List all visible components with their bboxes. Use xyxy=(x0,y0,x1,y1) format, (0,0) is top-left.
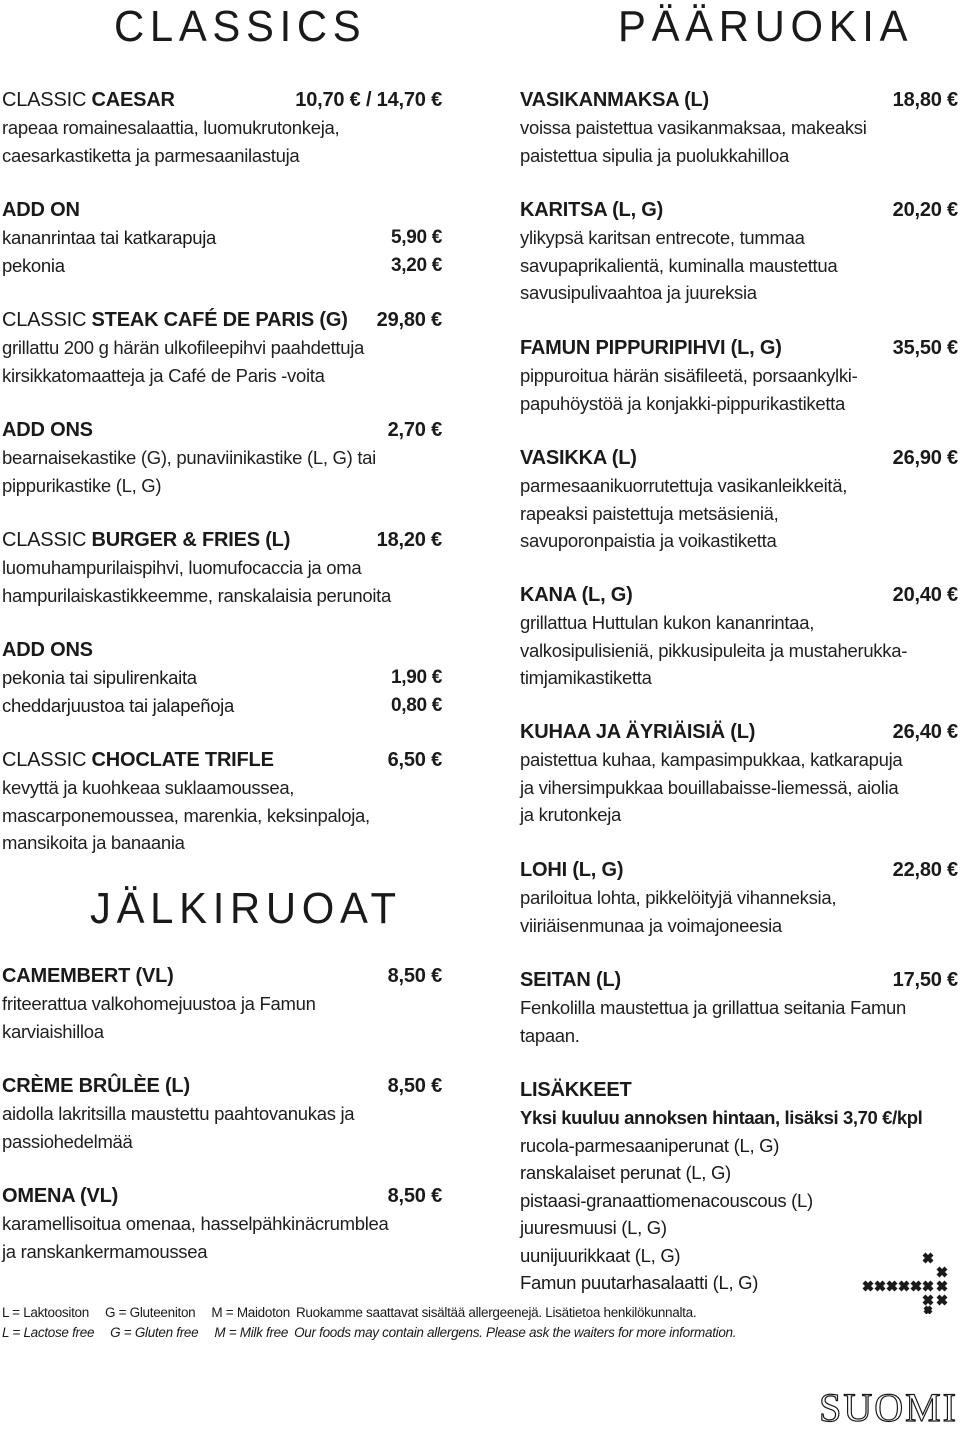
item-name: CRÈME BRÛLÈE (L) xyxy=(2,1075,190,1097)
legend-g: G = Gluten free xyxy=(110,1325,199,1340)
addon-block-caesar xyxy=(2,196,442,279)
legend-l: L = Laktoositon xyxy=(2,1305,89,1320)
item-desc: grillattu 200 g härän ulkofileepihvi paahdettuja xyxy=(2,337,365,358)
item-desc: grillattua Huttulan kukon kananrintaa, xyxy=(520,612,815,633)
sides-title: LISÄKKEET xyxy=(520,1079,632,1101)
item-price: 18,80 € xyxy=(892,89,958,111)
item-name: KUHAA JA ÄYRIÄISIÄ (L) xyxy=(520,721,756,743)
item-name: LOHI (L, G) xyxy=(520,859,624,881)
item-name: KANA (L, G) xyxy=(520,584,633,606)
item-name: VASIKANMAKSA (L) xyxy=(520,89,710,111)
brand-wordmark: SUOMI xyxy=(819,1385,958,1430)
item-prefix: CLASSIC xyxy=(2,89,92,111)
addon-price: 3,20 € xyxy=(390,254,442,276)
menu-item-pippuripihvi xyxy=(520,334,958,417)
item-desc: tapaan. xyxy=(520,1024,580,1046)
addon-desc: bearnaisekastike (G), punaviinikastike (L, G) tai xyxy=(2,447,376,468)
item-desc: papuhöystöä ja konjakki-pippurikastiketta xyxy=(520,392,846,414)
item-price: 8,50 € xyxy=(387,1185,442,1207)
addon-title: ADD ONS xyxy=(2,639,93,661)
item-desc: Fenkolilla maustettua ja grillattua seitania Famun xyxy=(520,997,907,1018)
item-desc: savusipulivaahtoa ja juureksia xyxy=(520,282,757,303)
item-price: 20,40 € xyxy=(892,584,958,606)
menu-item-creme-brulee xyxy=(2,1072,442,1155)
item-price: 29,80 € xyxy=(376,309,442,331)
menu-item-camembert xyxy=(2,962,442,1045)
addon-price: 5,90 € xyxy=(390,227,442,248)
item-name: FAMUN PIPPURIPIHVI (L, G) xyxy=(520,337,782,359)
legend-note: Our foods may contain allergens. Please ask the waiters for more information. xyxy=(294,1325,737,1340)
addon-price: 0,80 € xyxy=(390,694,442,716)
item-desc: voissa paistettua vasikanmaksaa, makeaksi xyxy=(520,117,867,138)
item-price: 8,50 € xyxy=(387,1075,442,1097)
legend-l: L = Lactose free xyxy=(2,1325,95,1340)
item-desc: caesarkastiketta ja parmesaanilastuja xyxy=(2,144,300,166)
main-courses-title: PÄÄRUOKIA xyxy=(618,2,914,51)
side-item: juuresmuusi (L, G) xyxy=(520,1217,667,1238)
menu-item-omena xyxy=(2,1182,442,1265)
menu-item-seitan xyxy=(520,966,958,1049)
item-price: 26,40 € xyxy=(892,721,958,743)
item-desc: pariloitua lohta, pikkelöityjä vihanneksia, xyxy=(520,887,837,908)
menu-item-caesar xyxy=(2,86,442,169)
menu-item-vasikka xyxy=(520,444,958,555)
item-prefix: CLASSIC xyxy=(2,749,92,771)
item-price: 22,80 € xyxy=(892,859,958,881)
menu-item-kuhaa xyxy=(520,718,958,829)
item-desc: ja krutonkeja xyxy=(520,804,621,825)
desserts-title: JÄLKIRUOAT xyxy=(90,884,402,933)
side-item: uunijuurikkaat (L, G) xyxy=(520,1244,681,1266)
menu-item-kana xyxy=(520,581,958,692)
item-name: STEAK CAFÉ DE PARIS (G) xyxy=(91,309,348,331)
item-desc: savupaprikalientä, kuminalla maustettua xyxy=(520,254,838,276)
allergen-legend-fi xyxy=(2,1305,712,1320)
menu-item-vasikanmaksa xyxy=(520,86,958,169)
item-price: 18,20 € xyxy=(376,529,442,551)
item-desc: paistettua sipulia ja puolukkahilloa xyxy=(520,144,789,166)
addon-block-steak xyxy=(2,416,442,499)
legend-m: M = Maidoton xyxy=(211,1305,290,1320)
menu-item-steak xyxy=(2,306,442,389)
classics-title: CLASSICS xyxy=(114,2,367,51)
item-desc: ylikypsä karitsan entrecote, tummaa xyxy=(520,227,805,248)
item-price: 6,50 € xyxy=(387,749,442,771)
item-desc: rapeaksi paistettuja metsäsieniä, xyxy=(520,502,779,524)
item-name: BURGER & FRIES (L) xyxy=(91,529,291,551)
item-desc: mansikoita ja banaania xyxy=(2,832,185,853)
item-desc: kevyttä ja kuohkeaa suklaamoussea, xyxy=(2,777,295,798)
addon-price: 2,70 € xyxy=(387,419,442,441)
item-price: 20,20 € xyxy=(892,199,958,221)
item-desc: viiriäisenmunaa ja voimajoneesia xyxy=(520,914,782,936)
item-desc: karviaishilloa xyxy=(2,1020,104,1042)
item-desc: kirsikkatomaatteja ja Café de Paris -voita xyxy=(2,364,325,386)
item-desc: rapeaa romainesalaattia, luomukrutonkeja, xyxy=(2,117,340,138)
addon-label: pekonia tai sipulirenkaita xyxy=(2,667,197,688)
item-name: OMENA (VL) xyxy=(2,1185,119,1207)
item-desc: friteerattua valkohomejuustoa ja Famun xyxy=(2,993,316,1014)
legend-note: Ruokamme saattavat sisältää allergeenejä. Lisätietoa henkilökunnalta. xyxy=(295,1305,697,1320)
side-item: ranskalaiset perunat (L, G) xyxy=(520,1162,731,1183)
item-desc: ja vihersimpukkaa bouillabaisse-liemessä, aiolia xyxy=(520,776,899,798)
addon-label: kananrintaa tai katkarapuja xyxy=(2,227,217,248)
addon-label: pekonia xyxy=(2,254,65,276)
side-item: Famun puutarhasalaatti (L, G) xyxy=(520,1272,759,1293)
allergen-legend-en xyxy=(2,1325,752,1340)
item-desc: valkosipulisieniä, pikkusipuleita ja mustaherukka- xyxy=(520,639,908,661)
item-desc: hampurilaiskastikkeemme, ranskalaisia perunoita xyxy=(2,584,391,606)
sides-note: Yksi kuuluu annoksen hintaan, lisäksi 3,70 €/kpl xyxy=(520,1107,923,1128)
addon-price: 1,90 € xyxy=(390,667,442,688)
item-desc: timjamikastiketta xyxy=(520,667,652,688)
item-prefix: CLASSIC xyxy=(2,529,92,551)
item-desc: aidolla lakritsilla maustettu paahtovanukas ja xyxy=(2,1103,355,1124)
addon-desc: pippurikastike (L, G) xyxy=(2,474,162,496)
item-name: CAMEMBERT (VL) xyxy=(2,965,174,987)
item-name: CAESAR xyxy=(91,89,175,111)
item-name: KARITSA (L, G) xyxy=(520,199,664,221)
item-desc: ja ranskankermamoussea xyxy=(2,1240,208,1262)
item-desc: karamellisoitua omenaa, hasselpähkinäcrumblea xyxy=(2,1213,389,1234)
menu-item-trifle xyxy=(2,746,442,857)
menu-item-karitsa xyxy=(520,196,958,307)
addon-label: cheddarjuustoa tai jalapeñoja xyxy=(2,694,234,716)
item-name: CHOCLATE TRIFLE xyxy=(91,749,274,771)
item-prefix: CLASSIC xyxy=(2,309,92,331)
item-desc: paistettua kuhaa, kampasimpukkaa, katkarapuja xyxy=(520,749,903,770)
item-price: 35,50 € xyxy=(892,337,958,359)
item-desc: mascarponemoussea, marenkia, keksinpaloja, xyxy=(2,804,370,826)
cross-pattern-logo-icon xyxy=(862,1250,958,1314)
item-price: 17,50 € xyxy=(892,969,958,991)
item-desc: passiohedelmää xyxy=(2,1130,133,1152)
item-desc: luomuhampurilaispihvi, luomufocaccia ja oma xyxy=(2,557,362,578)
addon-title: ADD ONS xyxy=(2,419,93,441)
item-price: 26,90 € xyxy=(892,447,958,469)
side-item: rucola-parmesaaniperunat (L, G) xyxy=(520,1134,780,1156)
menu-item-burger xyxy=(2,526,442,609)
item-desc: pippuroitua härän sisäfileetä, porsaankylki- xyxy=(520,365,858,386)
menu-item-lohi xyxy=(520,856,958,939)
item-desc: savuporonpaistia ja voikastiketta xyxy=(520,530,777,551)
item-name: VASIKKA (L) xyxy=(520,447,637,469)
legend-g: G = Gluteeniton xyxy=(104,1305,196,1320)
side-item: pistaasi-granaattiomenacouscous (L) xyxy=(520,1189,813,1211)
item-name: SEITAN (L) xyxy=(520,969,621,991)
item-price: 8,50 € xyxy=(387,965,442,987)
item-price: 10,70 € / 14,70 € xyxy=(295,89,442,111)
item-desc: parmesaanikuorrutettuja vasikanleikkeitä, xyxy=(520,475,848,496)
legend-m: M = Milk free xyxy=(214,1325,289,1340)
addon-block-burger xyxy=(2,636,442,719)
addon-title: ADD ON xyxy=(2,199,80,221)
